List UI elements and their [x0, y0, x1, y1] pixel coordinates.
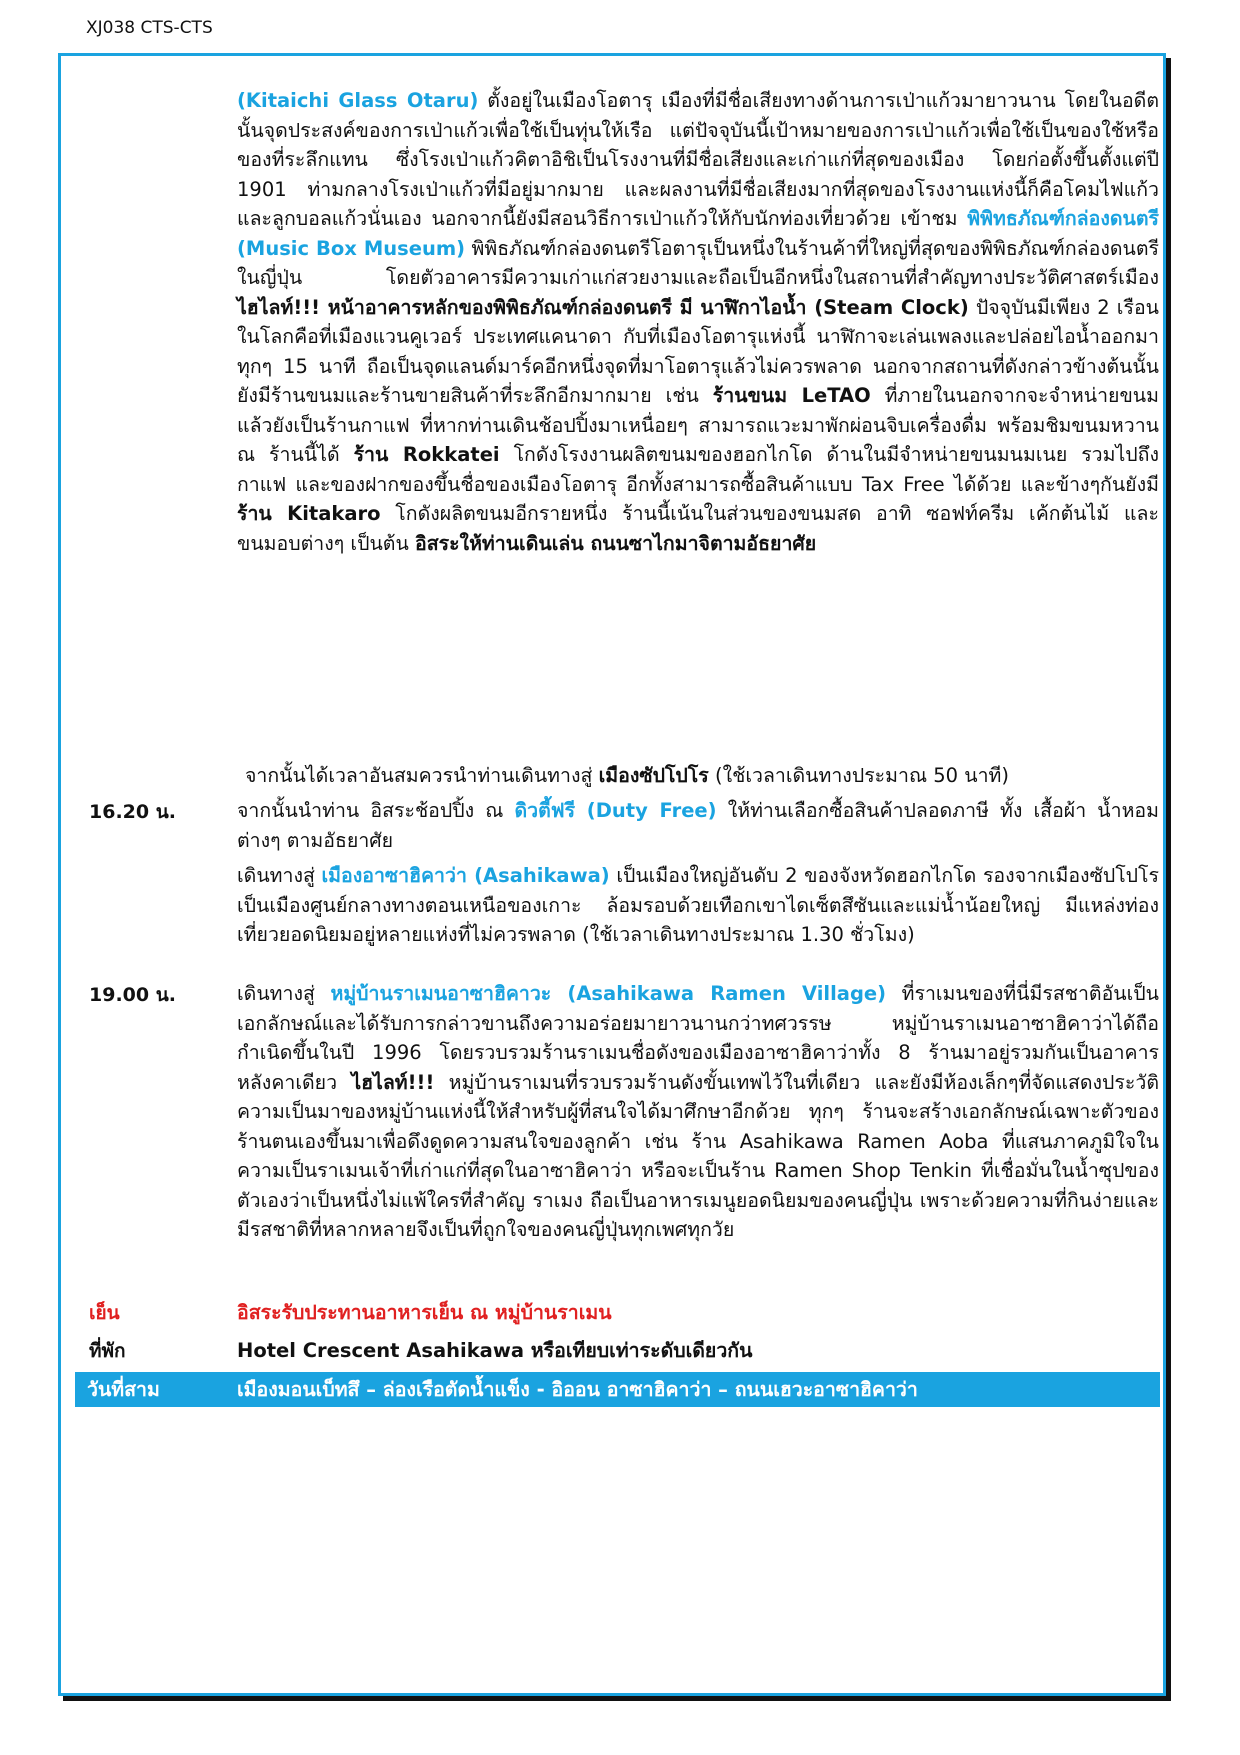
duty-free-text-a: จากนั้นนำท่าน อิสระช้อปปิ้ง ณ: [237, 799, 515, 822]
rokkatei-shop: ร้าน Rokkatei: [353, 443, 500, 466]
sapporo-city: เมืองซัปโปโร: [598, 764, 709, 787]
sapporo-text-b: (ใช้เวลาเดินทางประมาณ 50 นาที): [708, 764, 1009, 787]
hotel-suffix: หรือเทียบเท่าระดับเดียวกัน: [524, 1339, 753, 1362]
sakaimachi-free-walk: อิสระให้ท่านเดินเล่น ถนนซาไกมาจิตามอัธยาศัย: [414, 531, 817, 555]
sapporo-paragraph: [245, 761, 1159, 791]
day3-header-bar: [75, 1372, 1160, 1407]
hotel-text: [237, 1336, 1159, 1366]
letao-shop: ร้านขนม LeTAO: [712, 384, 871, 407]
asahikawa-text-a: เดินทางสู่: [237, 864, 322, 887]
asahikawa-text-b: เป็นเมืองใหญ่อันดับ 2 ของจังหวัดฮอกไกโด รองจากเมืองซัปโปโร เป็นเมืองศูนย์กลางทางตอนเหนือของเกาะ ล้อมรอบด้วยเทือกเขาไดเซ็ตสึซันและแม่น้ำน้อยใหญ่ มีแหล่งท่องเที่ยวยอดนิยมอยู่หลายแห่งที่ไม่ควรพลาด (ใช้เวลาเดินทางประมาณ 1.30 ชั่วโมง): [237, 864, 1159, 946]
otaru-text-a: ตั้งอยู่ในเมืองโอตารุ เมืองที่มีชื่อเสียงทางด้านการเป่าแก้วมายาวนาน โดยในอดีตนั้นจุดประสงค์ของการเป่าแก้วเพื่อใช้เป็นทุ่นให้เรือ แต่ปัจจุบันนี้เป้าหมายของการเป่าแก้วเพื่อใช้เป็นของใช้หรือของที่ระลึกแทน ซึ่งโรงเป่าแก้วคิตาอิชิเป็นโรงงานที่มีชื่อเสียงและเก่าแก่ที่สุดของเมือง โดยก่อตั้งขึ้นตั้งแต่ปี 1901 ท่ามกลางโรงเป่าแก้วที่มีอยู่มากมาย และผลงานที่มีชื่อเสียงมากที่สุดของโรงงานแห่งนี้ก็คือโคมไฟแก้วและลูกบอลแก้วนั่นเอง นอกจากนี้ยังมีสอนวิธีการเป่าแก้วให้กับนักท่องเที่ยวด้วย เข้าชม: [237, 89, 1159, 230]
time-1620: 16.20 น.: [89, 801, 176, 823]
dinner-label: เย็น: [89, 1302, 120, 1324]
otaru-text-e: โกดังโรงงานผลิตขนมของฮอกไกโด ด้านในมีจำหน่ายขนมนมเนย รวมไปถึง กาแฟ และของฝากของขึ้นชื่อของเมืองโอตารุ อีกทั้งสามารถซื้อสินค้าแบบ Tax Free ได้ด้วย และข้างๆกันยังมี: [237, 443, 1159, 496]
steam-clock-highlight: ไฮไลท์!!! หน้าอาคารหลักของพิพิธภัณฑ์กล่องดนตรี มี นาฬิกาไอน้ำ (Steam Clock): [237, 295, 969, 319]
time-1900: 19.00 น.: [89, 984, 176, 1006]
duty-free-name: ดิวตี้ฟรี (Duty Free): [514, 799, 717, 822]
asahikawa-city: เมืองอาซาฮิคาว่า (Asahikawa): [321, 864, 610, 887]
asahikawa-paragraph: [237, 861, 1159, 950]
otaru-text-d: ที่ภายในนอกจากจะจำหน่ายขนมแล้วยังเป็นร้านกาแฟ ที่หากท่านเดินช้อปปิ้งมาเหนื่อยๆ สามารถแวะมาพักผ่อนจิบเครื่องดื่ม พร้อมชิมขนมหวาน ณ ร้านนี้ได้: [237, 384, 1159, 466]
music-box-museum-name: พิพิทธภัณฑ์กล่องดนตรี (Music Box Museum): [237, 207, 1159, 260]
hotel-label: ที่พัก: [89, 1340, 126, 1362]
kitakaro-shop: ร้าน Kitakaro: [237, 502, 381, 525]
ramen-text-a: เดินทางสู่: [237, 982, 331, 1005]
ramen-text-b: ที่ราเมนของที่นี่มีรสชาติอันเป็นเอกลักษณ์และได้รับการกล่าวขานถึงความอร่อยมายาวนานกว่าทศวรรษ หมู่บ้านราเมนอาซาฮิคาว่าได้ถือกำเนิดขึ้นในปี 1996 โดยรวบรวมร้านราเมนชื่อดังของเมืองอาซาฮิคาว่าทั้ง 8 ร้านมาอยู่รวมกันเป็นอาคารหลังคาเดียว: [237, 982, 1159, 1094]
otaru-text-b: พิพิธภัณฑ์กล่องดนตรีโอตารุเป็นหนึ่งในร้านค้าที่ใหญ่ที่สุดของพิพิธภัณฑ์กล่องดนตรีในญี่ปุ่น โดยตัวอาคารมีความเก่าแก่สวยงามและถือเป็นอีกหนึ่งในสถานที่สำคัญทางประวัติศาสตร์เมือง: [237, 236, 1159, 289]
hotel-name: Hotel Crescent Asahikawa: [237, 1339, 524, 1362]
ramen-village-name: หมู่บ้านราเมนอาซาฮิคาวะ (Asahikawa Ramen Village): [330, 982, 887, 1005]
duty-free-paragraph: [237, 796, 1159, 855]
otaru-text-f: โกดังผลิตขนมอีกรายหนึ่ง ร้านนี้เน้นในส่วนของขนมสด อาทิ ซอฟท์ครีม เค้กต้นไม้ และขนมอบต่างๆ เป็นต้น: [237, 502, 1159, 555]
day3-label: วันที่สาม: [87, 1378, 160, 1401]
duty-free-text-b: ให้ท่านเลือกซื้อสินค้าปลอดภาษี ทั้ง เสื้อผ้า น้ำหอม ต่างๆ ตามอัธยาศัย: [237, 799, 1159, 852]
itinerary-frame: [58, 53, 1166, 1696]
otaru-paragraph: [237, 86, 1159, 558]
document-code: XJ038 CTS-CTS: [86, 18, 213, 38]
kitaichi-glass-name: (Kitaichi Glass Otaru): [237, 89, 479, 112]
ramen-text-c: หมู่บ้านราเมนที่รวบรวมร้านดังขั้นเทพไว้ในที่เดียว และยังมีห้องเล็กๆที่จัดแสดงประวัติความเป็นมาของหมู่บ้านแห่งนี้ให้สำหรับผู้ที่สนใจได้มาศึกษาอีกด้วย ทุกๆ ร้านจะสร้างเอกลักษณ์เฉพาะตัวของร้านตนเองขึ้นมาเพื่อดึงดูดความสนใจของลูกค้า เช่น ร้าน Asahikawa Ramen Aoba ที่แสนภาคภูมิใจในความเป็นราเมนเจ้าที่เก่าแก่ที่สุดในอาซาฮิคาว่า หรือจะเป็นร้าน Ramen Shop Tenkin ที่เชื่อมั่นในน้ำซุปของตัวเองว่าเป็นหนึ่งไม่แพ้ใครที่สำคัญ ราเมง ถือเป็นอาหารเมนูยอดนิยมของคนญี่ปุ่น เพราะด้วยความที่กินง่ายและมีรสชาติที่หลากหลายจึงเป็นที่ถูกใจของคนญี่ปุ่นทุกเพศทุกวัย: [237, 1070, 1159, 1241]
dinner-text: อิสระรับประทานอาหารเย็น ณ หมู่บ้านราเมน: [237, 1301, 612, 1324]
ramen-village-paragraph: [237, 979, 1159, 1245]
ramen-highlight: ไฮไลท์!!!: [351, 1070, 435, 1094]
otaru-text-c: ปัจจุบันมีเพียง 2 เรือนในโลกคือที่เมืองแวนคูเวอร์ ประเทศแคนาดา กับที่เมืองโอตารุแห่งนี้ นาฬิกาจะเล่นเพลงและปล่อยไอน้ำออกมาทุกๆ 15 นาที ถือเป็นจุดแลนด์มาร์คอีกหนึ่งจุดที่มาโอตารุแล้วไม่ควรพลาด นอกจากสถานที่ดังกล่าวข้างต้นนั้น ยังมีร้านขนมและร้านขายสินค้าที่ระลึกอีกมากมาย เช่น: [237, 295, 1159, 407]
sapporo-text-a: จากนั้นได้เวลาอันสมควรนำท่านเดินทางสู่: [245, 764, 599, 787]
day3-title: เมืองมอนเบ็ทสึ – ล่องเรือตัดน้ำแข็ง - อิออน อาซาฮิคาว่า – ถนนเฮวะอาซาฮิคาว่า: [237, 1378, 918, 1401]
